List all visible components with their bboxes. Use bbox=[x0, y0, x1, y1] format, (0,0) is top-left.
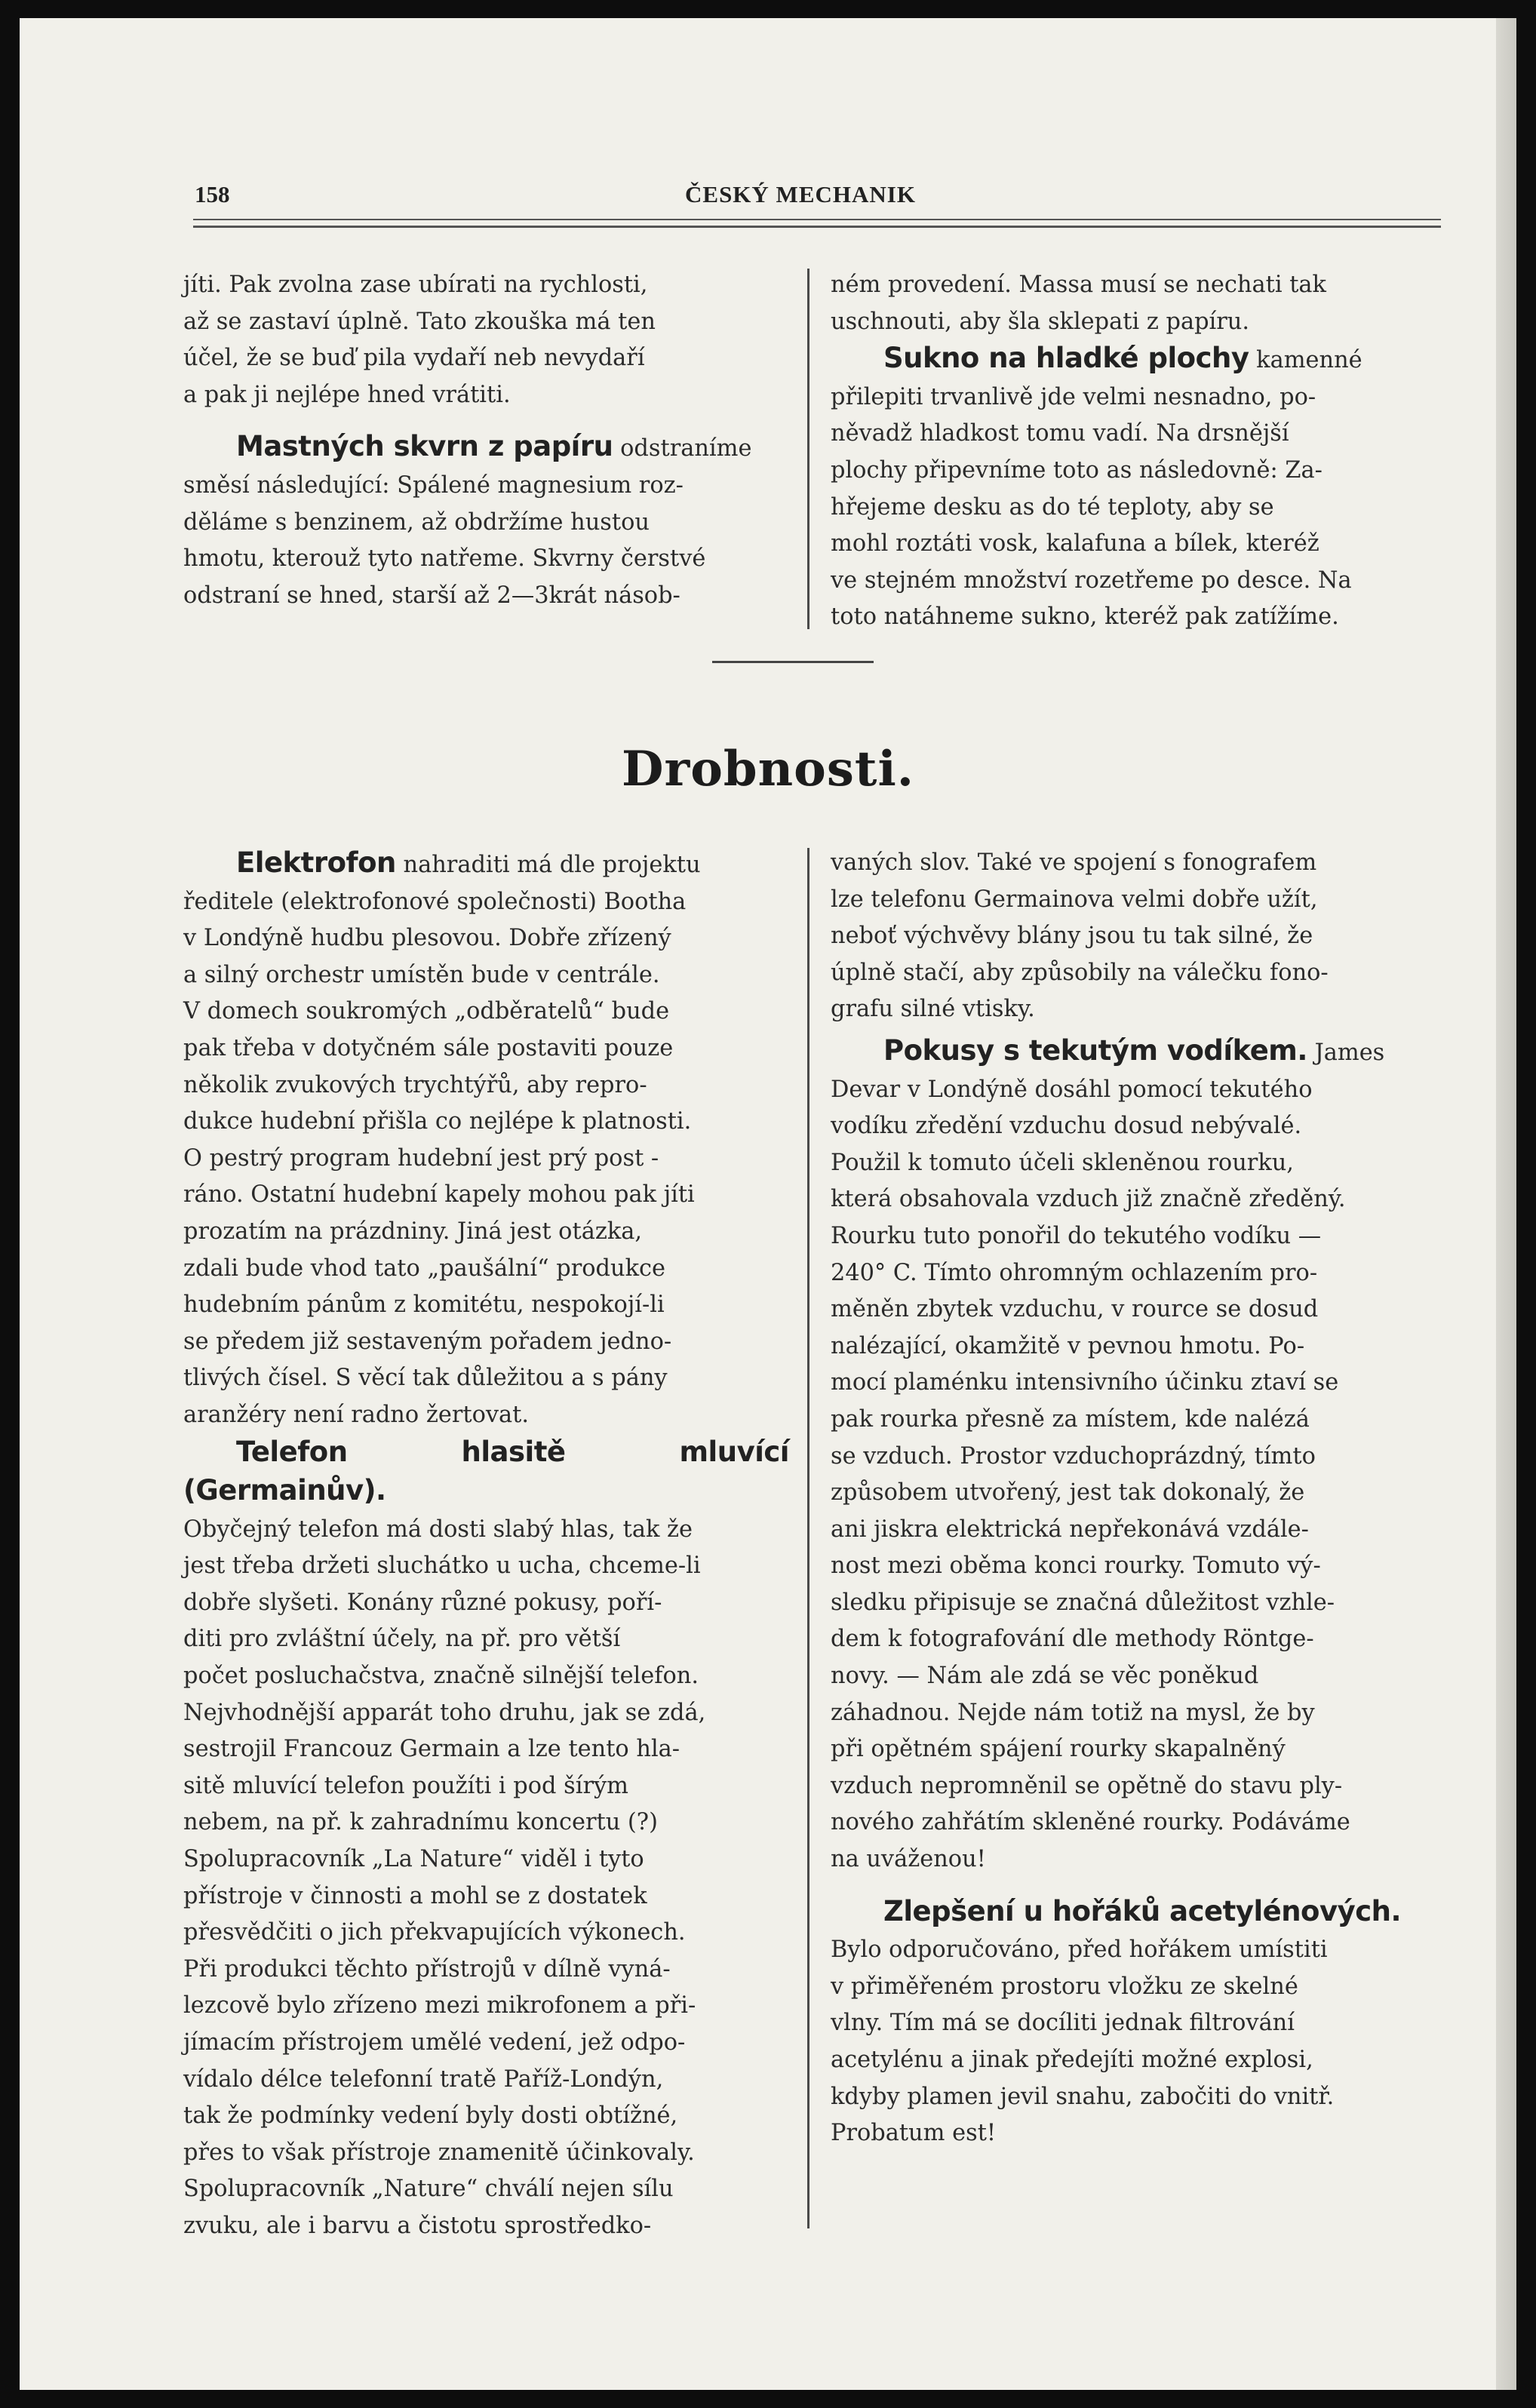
text-line: odstraníme bbox=[620, 435, 752, 462]
text-line: měněn zbytek vzduchu, v rource se dosud bbox=[831, 1296, 1319, 1323]
text-line: která obsahovala vzduch již značně zředěný. bbox=[831, 1186, 1346, 1213]
text-line: směsí následující: Spálené magnesium roz- bbox=[183, 471, 684, 499]
text-line: dem k fotografování dle methody Röntge- bbox=[831, 1626, 1314, 1653]
text-line: na uváženou! bbox=[831, 1846, 986, 1873]
text-line: nalézající, okamžitě v pevnou hmotu. Po- bbox=[831, 1332, 1305, 1359]
article-heading: Zlepšení u hořáků acetylénových. bbox=[883, 1894, 1402, 1927]
page bbox=[20, 18, 1516, 2390]
text-line: jímacím přístrojem umělé vedení, jež odpo- bbox=[183, 2029, 686, 2056]
text-line: se vzduch. Prostor vzduchoprázdný, tímto bbox=[831, 1442, 1316, 1470]
text-line: novy. — Nám ale zdá se věc poněkud bbox=[831, 1663, 1259, 1690]
text-line: dukce hudební přišla co nejlépe k platnosti. bbox=[183, 1108, 692, 1135]
article-heading: Sukno na hladké plochy bbox=[883, 342, 1249, 375]
column-divider-bottom bbox=[807, 848, 809, 2228]
text-line: něvadž hladkost tomu vadí. Na drsnější bbox=[831, 420, 1289, 447]
running-title: ČESKÝ MECHANIK bbox=[685, 181, 916, 207]
continued-text bbox=[831, 267, 1439, 340]
text-line: vaných slov. Také ve spojení s fonografem bbox=[831, 849, 1317, 876]
text-line: přesvědčiti o jich překvapujících výkonech. bbox=[183, 1919, 686, 1946]
text-line: přes to však přístroje znamenitě účinkovaly. bbox=[183, 2139, 695, 2166]
article-heading: Elektrofon bbox=[236, 846, 396, 879]
text-line: Rourku tuto ponořil do tekutého vodíku — bbox=[831, 1222, 1322, 1249]
text-line: v přiměřeném prostoru vložku ze skelné bbox=[831, 1973, 1298, 2000]
article-heading: Mastných skvrn z papíru bbox=[236, 430, 613, 463]
top-right-column bbox=[831, 267, 1439, 636]
text-line: ředitele (elektrofonové společnosti) Bootha bbox=[183, 888, 687, 915]
text-line: Probatum est! bbox=[831, 2120, 997, 2147]
text-line: nost mezi oběma konci rourky. Tomuto vý- bbox=[831, 1553, 1321, 1580]
text-line: tlivých čísel. S věcí tak důležitou a s pány bbox=[183, 1365, 668, 1392]
text-line: uschnouti, aby šla sklepati z papíru. bbox=[831, 308, 1250, 335]
article-heading: Pokusy s tekutým vodíkem. bbox=[883, 1034, 1307, 1067]
text-line: a silný orchestr umístěn bude v centrále. bbox=[183, 961, 660, 988]
text-line: zvuku, ale i barvu a čistotu sprostředko- bbox=[183, 2212, 652, 2239]
page-edge-shadow bbox=[1496, 18, 1516, 2390]
text-line: diti pro zvláštní účely, na př. pro větší bbox=[183, 1626, 621, 1653]
text-line: Spolupracovník „Nature“ chválí nejen sílu bbox=[183, 2176, 674, 2203]
text-line: James bbox=[1314, 1039, 1385, 1066]
text-line: hřejeme desku as do té teploty, aby se bbox=[831, 493, 1274, 521]
text-line: Spolupracovník „La Nature“ viděl i tyto bbox=[183, 1846, 644, 1873]
text-line: sledku připisuje se značná důležitost vzhle- bbox=[831, 1589, 1335, 1616]
text-line: nebem, na př. k zahradnímu koncertu (?) bbox=[183, 1809, 658, 1836]
text-line: nového zahřátím skleněné rourky. Podáváme bbox=[831, 1809, 1350, 1836]
text-line: děláme s benzinem, až obdržíme hustou bbox=[183, 508, 650, 536]
text-line: lezcově bylo zřízeno mezi mikrofonem a při- bbox=[183, 1992, 696, 2019]
text-line: jest třeba držeti sluchátko u ucha, chceme-li bbox=[183, 1553, 701, 1580]
text-line: neboť výchvěvy blány jsou tu tak silné, že bbox=[831, 923, 1313, 950]
text-line: V domech soukromých „odběratelů“ bude bbox=[183, 998, 670, 1025]
text-line: Devar v Londýně dosáhl pomocí tekutého bbox=[831, 1076, 1313, 1103]
text-line: vídalo délce telefonní tratě Paříž-Londýn, bbox=[183, 2066, 664, 2093]
running-header bbox=[195, 167, 1435, 214]
text-line: ani jiskra elektrická nepřekonává vzdále- bbox=[831, 1516, 1309, 1543]
text-line: až se zastaví úplně. Tato zkouška má ten bbox=[183, 308, 656, 335]
text-line: přilepiti trvanlivě jde velmi nesnadno, po- bbox=[831, 383, 1316, 410]
right-column bbox=[831, 845, 1440, 2152]
text-line: Nejvhodnější apparát toho druhu, jak se zdá, bbox=[183, 1699, 706, 1726]
text-line: mohl roztáti vosk, kalafuna a bílek, kteréž bbox=[831, 530, 1319, 557]
section-separator bbox=[712, 661, 874, 663]
left-column bbox=[183, 845, 789, 2245]
text-line: kdyby plamen jevil snahu, zabočiti do vnitř. bbox=[831, 2083, 1335, 2110]
article-horaky-acetylenove bbox=[831, 1894, 1440, 2152]
article-heading: Telefon hlasitě mluvící (Germainův). bbox=[183, 1435, 789, 1507]
text-line: kamenné bbox=[1256, 347, 1362, 374]
text-line: odstraní se hned, starší až 2—3krát násob- bbox=[183, 582, 680, 609]
text-line: acetylénu a jinak předejíti možné explosi, bbox=[831, 2047, 1313, 2073]
text-line: 240° C. Tímto ohromným ochlazením pro- bbox=[831, 1259, 1318, 1286]
text-line: pak třeba v dotyčném sále postaviti pouze bbox=[183, 1034, 674, 1061]
text-line: účel, že se buď pila vydaří neb nevydaří bbox=[183, 345, 645, 372]
text-line: jíti. Pak zvolna zase ubírati na rychlosti, bbox=[183, 272, 648, 298]
text-line: tak že podmínky vedení byly dosti obtížné, bbox=[183, 2102, 678, 2130]
text-line: sestrojil Francouz Germain a lze tento hla- bbox=[183, 1736, 680, 1763]
text-line: aranžéry není radno žertovat. bbox=[183, 1401, 530, 1428]
text-line: Použil k tomuto účeli skleněnou rourku, bbox=[831, 1149, 1294, 1176]
text-line: několik zvukových trychtýřů, aby repro- bbox=[183, 1071, 647, 1098]
text-line: ve stejném množství rozetřeme po desce. Na bbox=[831, 567, 1352, 594]
text-line: v Londýně hudbu plesovou. Dobře zřízený bbox=[183, 925, 671, 952]
continued-text bbox=[183, 267, 787, 413]
text-line: přístroje v činnosti a mohl se z dostatek bbox=[183, 1882, 647, 1909]
text-line: při opětném spájení rourky skapalněný bbox=[831, 1736, 1286, 1763]
text-line: počet posluchačstva, značně silnější telefon. bbox=[183, 1663, 699, 1690]
text-line: sitě mluvící telefon použíti i pod šírým bbox=[183, 1772, 628, 1799]
article-tekuty-vodik bbox=[831, 1033, 1440, 1878]
text-line: se předem již sestaveným pořadem jedno- bbox=[183, 1328, 672, 1355]
text-line: způsobem utvořený, jest tak dokonalý, že bbox=[831, 1479, 1305, 1507]
text-line: plochy připevníme toto as následovně: Za- bbox=[831, 456, 1322, 484]
article-telefon bbox=[183, 1434, 789, 2245]
header-rule-top bbox=[193, 219, 1441, 220]
text-line: dobře slyšeti. Konány různé pokusy, poří- bbox=[183, 1589, 662, 1616]
text-line: lze telefonu Germainova velmi dobře užít, bbox=[831, 886, 1318, 913]
article-mastnych-skvrn bbox=[183, 428, 787, 614]
article-elektrofon bbox=[183, 845, 789, 1434]
article-sukno bbox=[831, 340, 1439, 636]
text-line: vlny. Tím má se docíliti jednak filtrování bbox=[831, 2010, 1295, 2037]
continued-text bbox=[831, 845, 1440, 1028]
text-line: mocí plaménku intensivního účinku ztaví se bbox=[831, 1369, 1339, 1396]
text-line: grafu silné vtisky. bbox=[831, 996, 1035, 1023]
page-number: 158 bbox=[195, 181, 230, 207]
text-line: toto natáhneme sukno, kteréž pak zatížíme. bbox=[831, 604, 1339, 631]
text-line: Při produkci těchto přístrojů v dílně vyná- bbox=[183, 1955, 671, 1983]
column-divider-top bbox=[807, 269, 809, 629]
text-line: hmotu, kterouž tyto natřeme. Skvrny čerstvé bbox=[183, 545, 706, 573]
text-line: Bylo odporučováno, před hořákem umístiti bbox=[831, 1937, 1328, 1964]
text-line: nahraditi má dle projektu bbox=[403, 852, 701, 878]
text-line: záhadnou. Nejde nám totiž na mysl, že by bbox=[831, 1699, 1315, 1726]
text-line: pak rourka přesně za místem, kde nalézá bbox=[831, 1405, 1310, 1433]
text-line: a pak ji nejlépe hned vrátiti. bbox=[183, 381, 511, 408]
text-line: ráno. Ostatní hudební kapely mohou pak jíti bbox=[183, 1181, 695, 1209]
top-left-column bbox=[183, 267, 787, 614]
text-line: vodíku zředění vzduchu dosud nebývalé. bbox=[831, 1113, 1302, 1140]
text-line: úplně stačí, aby způsobily na válečku fono- bbox=[831, 959, 1329, 986]
section-title: Drobnosti. bbox=[621, 741, 915, 797]
text-line: ném provedení. Massa musí se nechati tak bbox=[831, 272, 1326, 298]
text-line: prozatím na prázdniny. Jiná jest otázka, bbox=[183, 1218, 643, 1245]
text-line: O pestrý program hudební jest prý post - bbox=[183, 1144, 659, 1172]
text-line: hudebním pánům z komitétu, nespokojí-li bbox=[183, 1292, 665, 1319]
text-line: zdali bude vhod tato „paušální“ produkce bbox=[183, 1255, 666, 1282]
text-line: vzduch nepromněnil se opětně do stavu ply- bbox=[831, 1772, 1343, 1799]
header-rule-bottom bbox=[193, 226, 1441, 228]
text-line: Obyčejný telefon má dosti slabý hlas, tak že bbox=[183, 1516, 693, 1543]
